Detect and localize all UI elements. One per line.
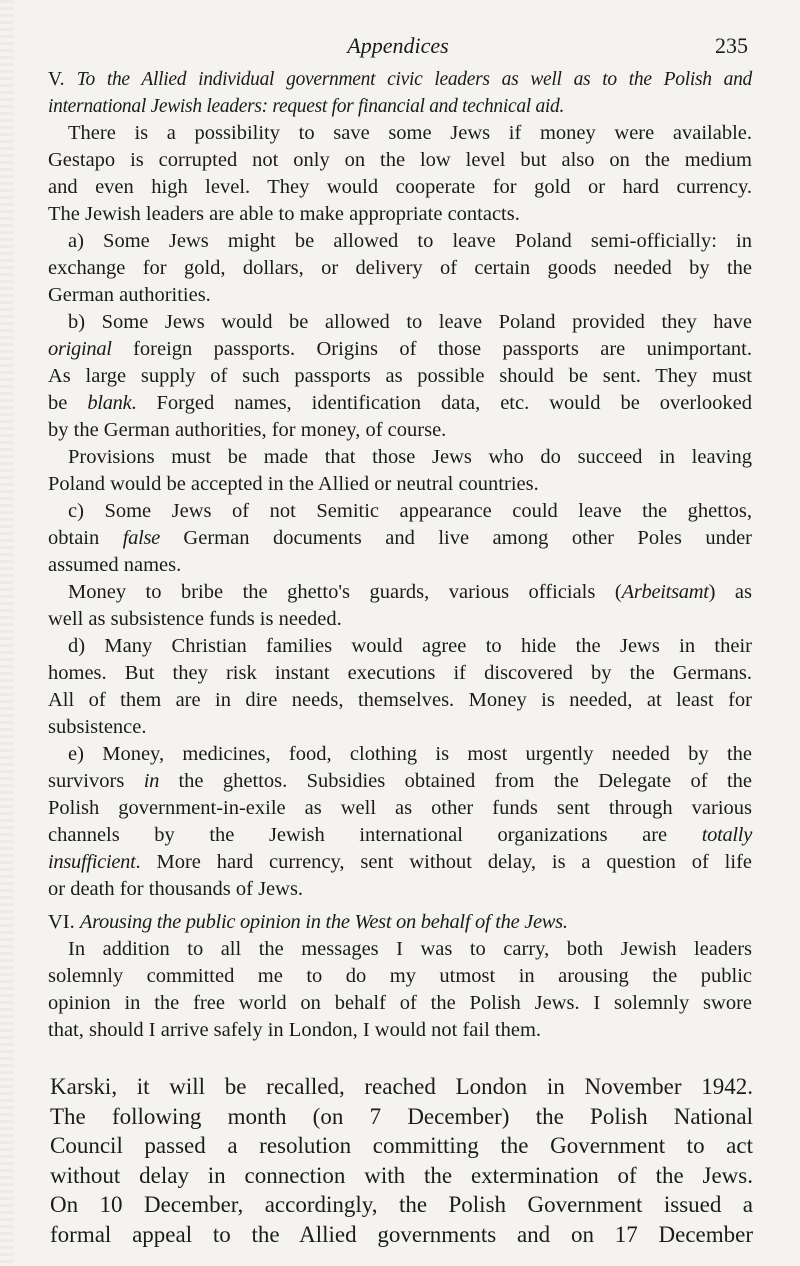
text-line — [48, 120, 752, 147]
text-line — [48, 876, 752, 903]
text: In addition to all the messages I was to carry, both Jewish leaders — [68, 938, 752, 960]
text: without delay in connection with the extermination of the Jews. — [50, 1162, 753, 1188]
italic-text: international Jewish leaders: request for financial and technical aid. — [48, 96, 565, 117]
text: by the German authorities, for money, of course. — [48, 419, 447, 441]
text-line — [48, 687, 752, 714]
italic-text: Arbeitsamt — [621, 581, 709, 603]
text-line — [48, 147, 752, 174]
text-line — [48, 795, 752, 822]
page-header — [48, 33, 748, 65]
scan-page-edge — [0, 0, 14, 1266]
text: formal appeal to the Allied governments and on 17 December — [50, 1221, 753, 1247]
text: On 10 December, accordingly, the Polish Government issued a — [50, 1192, 753, 1217]
text-line — [48, 963, 752, 990]
text: Money to bribe the ghetto's guards, various officials ( — [68, 581, 622, 603]
text-line — [48, 309, 752, 336]
text-line — [48, 606, 752, 633]
text-line — [50, 1131, 753, 1161]
text: German documents and live among other Poles under — [159, 527, 752, 549]
italic-text: blank — [87, 392, 132, 414]
text: There is a possibility to save some Jews if money were available. — [68, 122, 752, 144]
text: opinion in the free world on behalf of the Polish Jews. I solemnly swore — [48, 992, 752, 1014]
text: homes. But they risk instant executions if discovered by the Germans. — [48, 662, 752, 684]
text-line — [48, 768, 752, 795]
text-line — [48, 282, 752, 309]
text-line — [48, 201, 752, 228]
text-line — [48, 417, 752, 444]
text: exchange for gold, dollars, or delivery of certain goods needed by the — [48, 257, 752, 279]
text-line — [48, 498, 752, 525]
text: The following month (on 7 December) the Polish National — [50, 1103, 753, 1129]
text: . More hard currency, sent without delay, is a question of life — [135, 851, 752, 873]
text: or death for thousands of Jews. — [48, 878, 304, 900]
text-line — [48, 552, 752, 579]
italic-text: Arousing the public opinion in the West on behalf of the Jews. — [79, 911, 568, 933]
italic-text: insufficient — [48, 851, 136, 873]
text-line — [48, 936, 752, 963]
text: channels by the Jewish international organizations are — [48, 824, 702, 846]
italic-text: false — [122, 527, 160, 549]
italic-text: totally — [701, 824, 752, 846]
text: V. — [48, 69, 77, 90]
italic-text: original — [48, 338, 112, 360]
text-line — [48, 66, 752, 93]
text: VI. — [48, 911, 80, 933]
text: As large supply of such passports as possible should be sent. They must — [48, 365, 752, 387]
text: subsistence. — [48, 716, 147, 738]
text-line — [48, 1017, 752, 1044]
text-line — [50, 1102, 753, 1132]
text-line — [48, 336, 752, 363]
closing-paragraph — [50, 1072, 753, 1249]
text: be — [48, 392, 88, 414]
text-line — [48, 525, 752, 552]
text-line — [48, 363, 752, 390]
text-line — [48, 174, 752, 201]
text: German authorities. — [48, 284, 211, 306]
text: survivors — [48, 770, 144, 792]
text: and even high level. They would cooperate for gold or hard currency. — [48, 176, 752, 198]
text-line — [48, 93, 752, 120]
text-line — [48, 255, 752, 282]
text: solemnly committed me to do my utmost in arousing the public — [48, 965, 752, 987]
text: Karski, it will be recalled, reached London in November 1942. — [50, 1074, 753, 1099]
text: obtain — [48, 527, 123, 549]
text: ) as — [708, 581, 752, 603]
text-line — [50, 1190, 753, 1220]
text-line — [48, 579, 752, 606]
text: well as subsistence funds is needed. — [48, 608, 342, 630]
page-number: 235 — [715, 33, 748, 58]
text: Poland would be accepted in the Allied or neutral countries. — [48, 473, 539, 495]
text-line — [48, 909, 752, 936]
text: that, should I arrive safely in London, I would not fail them. — [48, 1019, 542, 1041]
text-line — [48, 228, 752, 255]
text-line — [48, 849, 752, 876]
text: . Forged names, identification data, etc. would be overlooked — [131, 392, 752, 414]
text: Polish government-in-exile as well as other funds sent through various — [48, 797, 752, 819]
text: the ghettos. Subsidies obtained from the Delegate of the — [159, 770, 752, 792]
text: Council passed a resolution committing the Government to act — [50, 1133, 753, 1158]
text: Gestapo is corrupted not only on the low level but also on the medium — [48, 149, 752, 171]
text-line — [48, 444, 752, 471]
text-line — [50, 1220, 753, 1250]
text: Provisions must be made that those Jews who do succeed in leaving — [68, 446, 752, 468]
text: foreign passports. Origins of those passports are unimportant. — [111, 338, 752, 360]
text-line — [48, 660, 752, 687]
italic-text: in — [143, 770, 160, 792]
text: c) Some Jews of not Semitic appearance could leave the ghettos, — [68, 500, 752, 522]
text: The Jewish leaders are able to make appropriate contacts. — [48, 203, 520, 225]
text-line — [48, 633, 752, 660]
running-title: Appendices — [347, 33, 449, 58]
text: e) Money, medicines, food, clothing is most urgently needed by the — [68, 743, 752, 765]
text: assumed names. — [48, 554, 182, 576]
text-line — [50, 1072, 753, 1102]
text-line — [48, 822, 752, 849]
text: b) Some Jews would be allowed to leave Poland provided they have — [68, 311, 752, 333]
text: All of them are in dire needs, themselves. Money is needed, at least for — [48, 689, 752, 711]
text-line — [48, 990, 752, 1017]
text: a) Some Jews might be allowed to leave Poland semi-officially: in — [68, 230, 752, 252]
text-line — [48, 471, 752, 498]
text-line — [48, 741, 752, 768]
text-line — [48, 390, 752, 417]
appendix-text — [48, 66, 752, 1044]
text-line — [50, 1161, 753, 1191]
italic-text: To the Allied individual government civic leaders as well as to the Polish and — [76, 69, 752, 90]
text-line — [48, 714, 752, 741]
text: d) Many Christian families would agree to hide the Jews in their — [68, 635, 752, 657]
